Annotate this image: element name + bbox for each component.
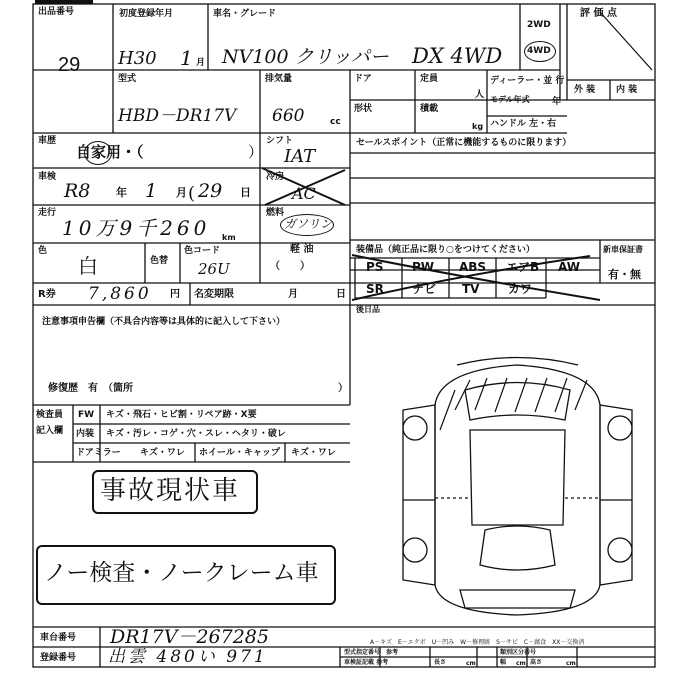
fuel-paren: （ ） [270,261,310,272]
inspector-label-1: 検査員 [36,410,64,420]
equip-aw: AW [558,260,580,274]
inspection-label: 車検 [38,172,57,182]
load-unit: kg [472,122,484,131]
equip-abs: ABS [459,260,487,274]
sales-point-label: セールスポイント（正常に機能するものに限ります） [356,138,572,148]
use-value: 自家用・（ [76,143,144,161]
type-cert-ref: 参考 [386,649,399,656]
type-value: HBD－DR17V [118,106,237,126]
type-cert-label: 型式指定番号 [344,649,381,656]
inspector-wheel-items: キズ・ワレ [291,448,336,458]
capacity-unit: 人 [475,90,485,100]
inspection-day: 29 [198,180,223,202]
reg-label: 登録番号 [40,653,77,663]
model-year-label: モデル年式 [490,95,530,104]
warranty-label: 新車保証書 [603,245,643,254]
inspector-fw-items: キズ・飛石・ヒビ割・リペア跡・X要 [106,410,257,420]
use-circle [84,141,112,165]
fuel-light-label: 軽 油 [290,244,314,255]
inspection-month-unit: 月 [176,186,187,199]
handle-label: ハンドル 左・右 [490,119,557,129]
inspector-fw: FW [78,410,95,420]
exterior-label: 外 装 [574,85,596,95]
use-close: ） [248,143,264,161]
inspection-month: 1 [145,180,158,202]
height-label: 高さ [530,659,543,666]
inspection-era: R8 [64,180,91,202]
first-reg-month: 1 [180,46,193,70]
fuel-value: ガソリン [284,217,333,231]
shift-label: シフト [266,136,294,146]
reg-cert-label: 車検証記載 参考 [344,659,389,666]
length-label: 長さ [434,659,447,666]
shape-label: 形状 [354,104,373,114]
drive-4wd: 4WD [527,46,551,56]
mileage-label: 走行 [38,208,57,218]
equip-leather: カワ [508,282,533,296]
damage-legend: A－キズ E－エクボ U－凹み W－修理跡 S－サビ C－腐食 XX－交換済 [370,639,585,646]
fuel-label: 燃料 [266,208,285,218]
reg-value: 出雲 480い 971 [108,647,268,667]
equip-airbag: エアB [506,260,540,274]
length-cm: cm [466,660,476,667]
deadline-month-unit: 月 [288,289,298,300]
first-reg-month-unit: 月 [196,58,206,68]
use-label: 車歴 [38,136,57,146]
aircon-value: AC [292,184,316,203]
cc-label: 排気量 [265,74,293,84]
recycle-value: 7,860 [88,284,152,304]
deadline-day-unit: 日 [336,289,346,300]
first-reg-era: H30 [118,48,157,69]
equip-ps: PS [366,260,384,274]
color-code-value: 26U [198,260,230,278]
class-label: 類別区分番号 [500,649,537,656]
color-code-label: 色コード [184,246,221,256]
equip-navi: ナビ [412,282,437,296]
first-reg-label: 初度登録年月 [119,9,174,19]
mileage-value: 10万9千260 [62,216,211,240]
inspector-label-2: 記入欄 [36,426,64,436]
chassis-value: DR17V－267285 [110,626,269,648]
no-claim-note: ノー検査・ノークレーム車 [44,560,319,586]
load-label: 積載 [420,104,439,114]
equip-sr: SR [366,282,384,296]
color-value: 白 [78,254,98,278]
repair-label: 修復歴 有 （箇所 [48,383,133,394]
model-grade: DX 4WD [412,44,503,68]
drive-4wd-circle [524,41,556,62]
width-label: 幅 [500,659,507,666]
color-label: 色 [38,246,48,256]
inspector-mirror-items: キズ・ワレ [140,448,185,458]
inspection-paren: ( [188,183,196,204]
equip-pw: PW [412,260,435,274]
repair-close: ） [338,383,348,394]
inspection-year-unit: 年 [116,186,127,199]
accident-note: 事故現状車 [100,476,241,506]
recycle-unit: 円 [170,289,180,300]
equip-tv: TV [462,282,480,296]
door-label: ドア [354,74,372,84]
model-label: 車名・グレード [213,9,277,19]
equipment-label: 装備品（純正品に限り○をつけてください） [356,245,535,255]
mileage-unit: km [222,233,236,242]
inspection-day-unit: 日 [240,186,251,199]
model-name: NV100 クリッパー [222,46,389,68]
lot-label: 出品番号 [38,7,75,17]
warranty-value: 有・無 [608,268,641,281]
capacity-label: 定員 [420,74,439,84]
chassis-label: 車台番号 [40,633,77,643]
inspector-mirror: ドアミラー [76,448,121,458]
after-label: 後日品 [356,305,380,314]
height-cm: cm [566,660,576,667]
cc-value: 660 [272,106,305,126]
car-diagram [395,350,640,620]
dealer-label: ディーラー・並 行 [490,76,565,86]
color-change-label: 色替 [150,256,169,266]
cc-unit: cc [330,117,341,127]
drive-2wd: 2WD [527,20,551,30]
type-label: 型式 [118,74,137,84]
grade-label: 評 価 点 [580,8,617,19]
deadline-label: 名変期限 [194,289,234,300]
model-year-unit: 年 [552,97,562,107]
interior-label: 内 装 [616,85,638,95]
lot-value: 29 [58,54,81,76]
shift-value: IAT [284,146,316,167]
recycle-label: R券 [38,289,56,300]
inspector-interior-items: キズ・汚レ・コゲ・穴・スレ・ヘタリ・破レ [106,429,286,439]
width-cm: cm [516,660,526,667]
aircon-label: 冷房 [266,172,285,182]
caution-label: 注意事項申告欄（不具合内容等は具体的に記入して下さい） [42,317,286,327]
inspector-interior: 内装 [76,429,95,439]
fuel-circle [280,214,334,236]
inspector-wheel: ホイール・キャップ [199,448,280,458]
